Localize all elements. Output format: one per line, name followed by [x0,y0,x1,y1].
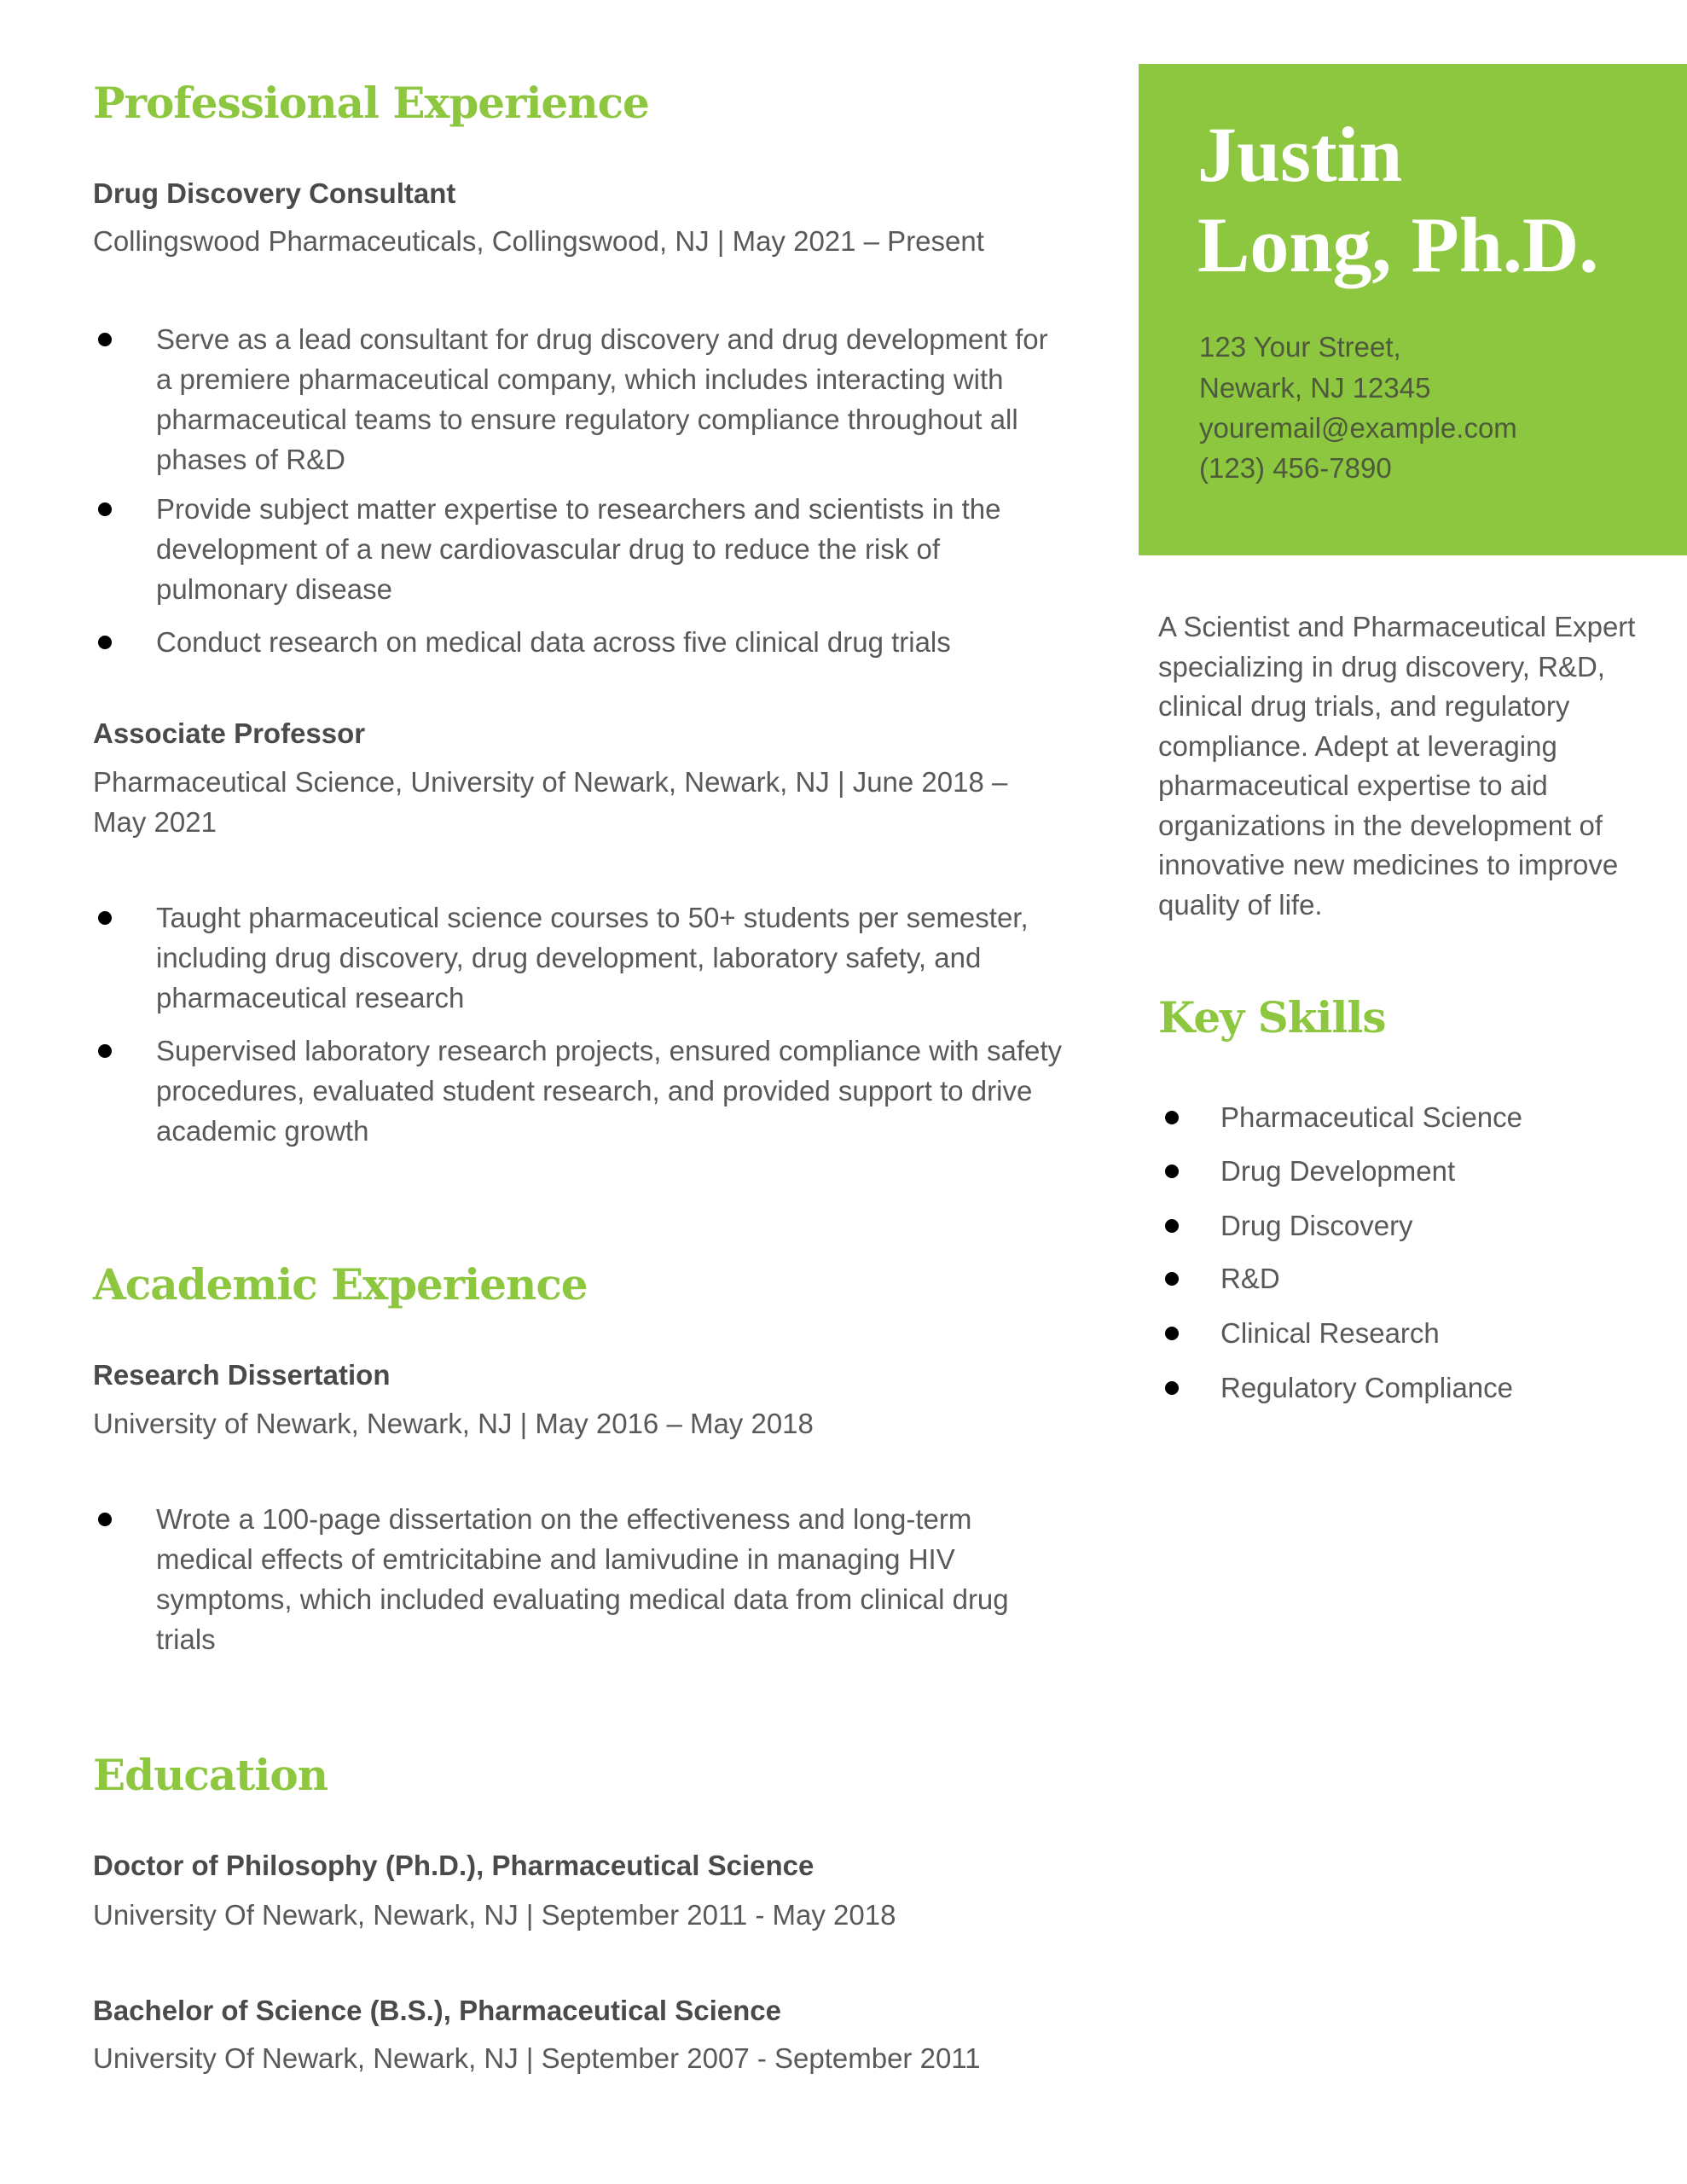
bullet-icon [98,1044,112,1058]
bullet-text: Wrote a 100-page dissertation on the effectiveness and long-term medical effects of emtricitabine and lamivudine in managing HIV symptoms, which included evaluating medical data from clinical drug trials [156,1503,1009,1655]
bullet-icon [98,502,112,516]
bullet-icon [98,1513,112,1526]
contact-address-2: Newark, NJ 12345 [1199,372,1431,404]
contact-email[interactable]: youremail@example.com [1199,412,1517,444]
dissertation-title: Research Dissertation [93,1359,391,1391]
list-item [93,489,1069,609]
skill-text: Clinical Research [1220,1317,1440,1349]
job-subtitle: Pharmaceutical Science, University of Newark, Newark, NJ | June 2018 – May 2021 [93,766,1008,838]
skill-item [1158,1313,1440,1353]
list-item [93,622,1069,662]
list-item [93,319,1069,479]
bullet-text: Supervised laboratory research projects, ensured compliance with safety procedures, evaluated student research, and provided support to drive academic growth [156,1035,1063,1147]
bullet-icon [1165,1272,1179,1286]
job-title: Drug Discovery Consultant [93,177,456,209]
skill-item [1158,1097,1522,1137]
list-item [93,1499,1069,1659]
list-item [93,897,1069,1018]
degree-title: Doctor of Philosophy (Ph.D.), Pharmaceutical Science [93,1850,815,1881]
skill-text: Drug Development [1220,1155,1456,1187]
list-item [93,1031,1069,1151]
bullet-icon [98,333,112,346]
bullet-icon [1165,1327,1179,1340]
bullet-text: Serve as a lead consultant for drug discovery and drug development for a premiere pharmaceutical company, which includes interacting with pharmaceutical teams to ensure regulatory compliance throughout all phases of R&D [156,323,1048,475]
education-heading: Education [93,1750,328,1800]
bullet-icon [98,911,112,925]
bullet-icon [1165,1111,1179,1124]
degree-subtitle: University Of Newark, Newark, NJ | September 2007 - September 2011 [93,2042,981,2074]
degree-title: Bachelor of Science (B.S.), Pharmaceutical Science [93,1995,781,2026]
bullet-text: Provide subject matter expertise to researchers and scientists in the development of a new cardiovascular drug to reduce the risk of pulmonary disease [156,493,1001,605]
bullet-icon [1165,1219,1179,1233]
profile-summary: A Scientist and Pharmaceutical Expert specializing in drug discovery, R&D, clinical drug trials, and regulatory compliance. Adept at leveraging pharmaceutical expertise to aid organizations in the development of innovative new medicines to improve quality of life. [1158,611,1636,921]
key-skills-heading: Key Skills [1158,992,1386,1043]
bullet-icon [1165,1381,1179,1395]
skill-text: Regulatory Compliance [1220,1372,1514,1403]
skill-text: Drug Discovery [1220,1210,1413,1241]
candidate-name [1197,109,1598,290]
dissertation-subtitle: University of Newark, Newark, NJ | May 2016 – May 2018 [93,1408,814,1439]
contact-address-1: 123 Your Street, [1199,331,1401,363]
skill-item [1158,1205,1413,1246]
degree-subtitle: University Of Newark, Newark, NJ | September 2011 - May 2018 [93,1899,896,1931]
bullet-icon [98,636,112,649]
professional-experience-heading: Professional Experience [93,78,649,128]
contact-phone: (123) 456-7890 [1199,452,1392,484]
name-line-1: Justin [1197,111,1403,198]
skill-text: R&D [1220,1263,1280,1294]
skill-item [1158,1368,1513,1408]
skill-item [1158,1258,1280,1298]
bullet-icon [1165,1165,1179,1178]
job-subtitle: Collingswood Pharmaceuticals, Collingswood, NJ | May 2021 – Present [93,225,984,257]
job-title: Associate Professor [93,717,366,749]
academic-experience-heading: Academic Experience [93,1259,588,1310]
bullet-text: Taught pharmaceutical science courses to 50+ students per semester, including drug discovery, drug development, laboratory safety, and pharmaceutical research [156,902,1029,1014]
skill-text: Pharmaceutical Science [1220,1101,1523,1133]
bullet-text: Conduct research on medical data across five clinical drug trials [156,626,951,658]
name-line-2: Long, Ph.D. [1197,201,1599,288]
skill-item [1158,1151,1455,1191]
